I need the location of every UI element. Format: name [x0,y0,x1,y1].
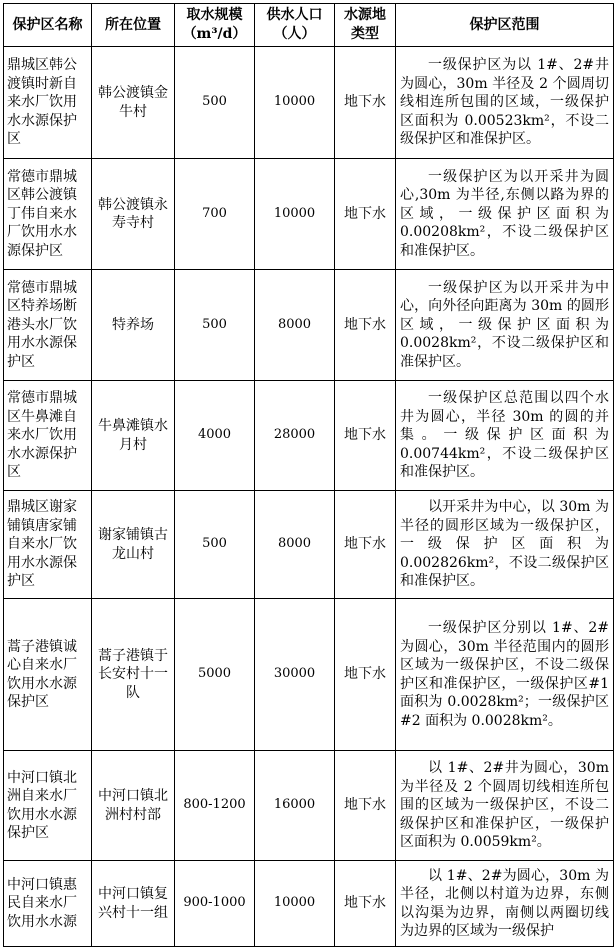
protection-zone-table [3,3,614,947]
table-row [4,47,614,159]
zone-location: 中河口镇北洲村村部 [92,751,175,861]
supply-population: 16000 [255,751,335,861]
zone-location: 中河口镇复兴村十一组 [92,861,175,947]
supply-population: 8000 [255,491,335,599]
zone-location: 谢家铺镇古龙山村 [92,491,175,599]
header-scale-line1: 取水规模 [186,7,243,23]
zone-name: 常德市鼎城区特养场断港头水厂饮用水水源保护区 [4,270,92,381]
zone-location: 蒿子港镇于长安村十一队 [92,599,175,751]
zone-name: 鼎城区谢家铺镇唐家铺自来水厂饮用水水源保护区 [4,491,92,599]
source-type: 地下水 [335,381,396,491]
table-row [4,381,614,491]
source-type: 地下水 [335,491,396,599]
table-row [4,599,614,751]
water-scale: 500 [175,47,255,159]
zone-scope: 以开采井为中心，以 30m 为半径的圆形区域为一级保护区，一级保护区面积为 0.002826km²，不设二级保护区和准保护区。 [396,491,614,599]
table-row [4,270,614,381]
header-source-type-line2: 类型 [351,26,379,42]
source-type: 地下水 [335,159,396,270]
supply-population: 10000 [255,159,335,270]
water-scale: 700 [175,159,255,270]
zone-name: 中河口镇惠民自来水厂饮用水水源 [4,861,92,947]
table-row [4,751,614,861]
source-type: 地下水 [335,751,396,861]
water-scale: 5000 [175,599,255,751]
supply-population: 10000 [255,47,335,159]
table-row [4,159,614,270]
source-type: 地下水 [335,861,396,947]
header-location: 所在位置 [92,4,175,47]
header-source-type [335,4,396,47]
header-scale-line2: （m³/d） [182,26,247,42]
zone-location: 韩公渡镇金牛村 [92,47,175,159]
zone-scope: 以 1#、2#井为圆心，30m 为半径及 2 个圆周切线相连所包围的区域为一级保护区，不设二级保护区和准保护区，一级保护区面积为 0.0059km²。 [396,751,614,861]
zone-scope: 以 1#、2#为圆心，30m 为半径，北侧以村道为边界，东侧以沟渠为边界，南侧以两圈切线为边界的区域为一级保护 [396,861,614,947]
source-type: 地下水 [335,47,396,159]
water-scale: 500 [175,491,255,599]
supply-population: 10000 [255,861,335,947]
zone-name: 蒿子港镇诚心自来水厂饮用水水源保护区 [4,599,92,751]
zone-scope: 一级保护区为以开采井为圆心,30m 为半径,东侧以路为界的区域，一级保护区面积为 0.00208km²，不设二级保护区和准保护区。 [396,159,614,270]
zone-name: 常德市鼎城区牛鼻滩自来水厂饮用水水源保护区 [4,381,92,491]
zone-scope: 一级保护区为以 1#、2#井为圆心，30m 半径及 2 个圆周切线相连所包围的区域，一级保护区面积为 0.00523km²，不设二级保护区和准保护区。 [396,47,614,159]
table-row [4,861,614,947]
header-source-type-line1: 水源地 [344,7,386,23]
water-scale: 500 [175,270,255,381]
header-scale [175,4,255,47]
water-scale: 800-1200 [175,751,255,861]
zone-scope: 一级保护区总范围以四个水井为圆心，半径 30m 的圆的并集。一级保护区面积为 0.00744km²，不设二级保护区和准保护区。 [396,381,614,491]
zone-location: 特养场 [92,270,175,381]
supply-population: 30000 [255,599,335,751]
water-scale: 900-1000 [175,861,255,947]
water-scale: 4000 [175,381,255,491]
zone-scope: 一级保护区分别以 1#、2#为圆心，30m 半径范围内的圆形区域为一级保护区，不设二级保护区和准保护区，一级保护区#1 面积为 0.0028km²；一级保护区#2 面积为 0.0028km²。 [396,599,614,751]
zone-location: 韩公渡镇永寿寺村 [92,159,175,270]
supply-population: 8000 [255,270,335,381]
header-population-line2: （人） [273,26,316,42]
source-type: 地下水 [335,599,396,751]
header-row [4,4,614,47]
header-name: 保护区名称 [4,4,92,47]
header-scope: 保护区范围 [396,4,614,47]
zone-name: 常德市鼎城区韩公渡镇丁伟自来水厂饮用水水源保护区 [4,159,92,270]
supply-population: 28000 [255,381,335,491]
table-row [4,491,614,599]
source-type: 地下水 [335,270,396,381]
zone-scope: 一级保护区为以开采井为中心，向外径向距离为 30m 的圆形区域，一级保护区面积为 0.0028km²，不设二级保护区和准保护区。 [396,270,614,381]
zone-location: 牛鼻滩镇水月村 [92,381,175,491]
zone-name: 中河口镇北洲自来水厂饮用水水源保护区 [4,751,92,861]
header-population-line1: 供水人口 [266,7,323,23]
header-population [255,4,335,47]
zone-name: 鼎城区韩公渡镇时新自来水厂饮用水水源保护区 [4,47,92,159]
